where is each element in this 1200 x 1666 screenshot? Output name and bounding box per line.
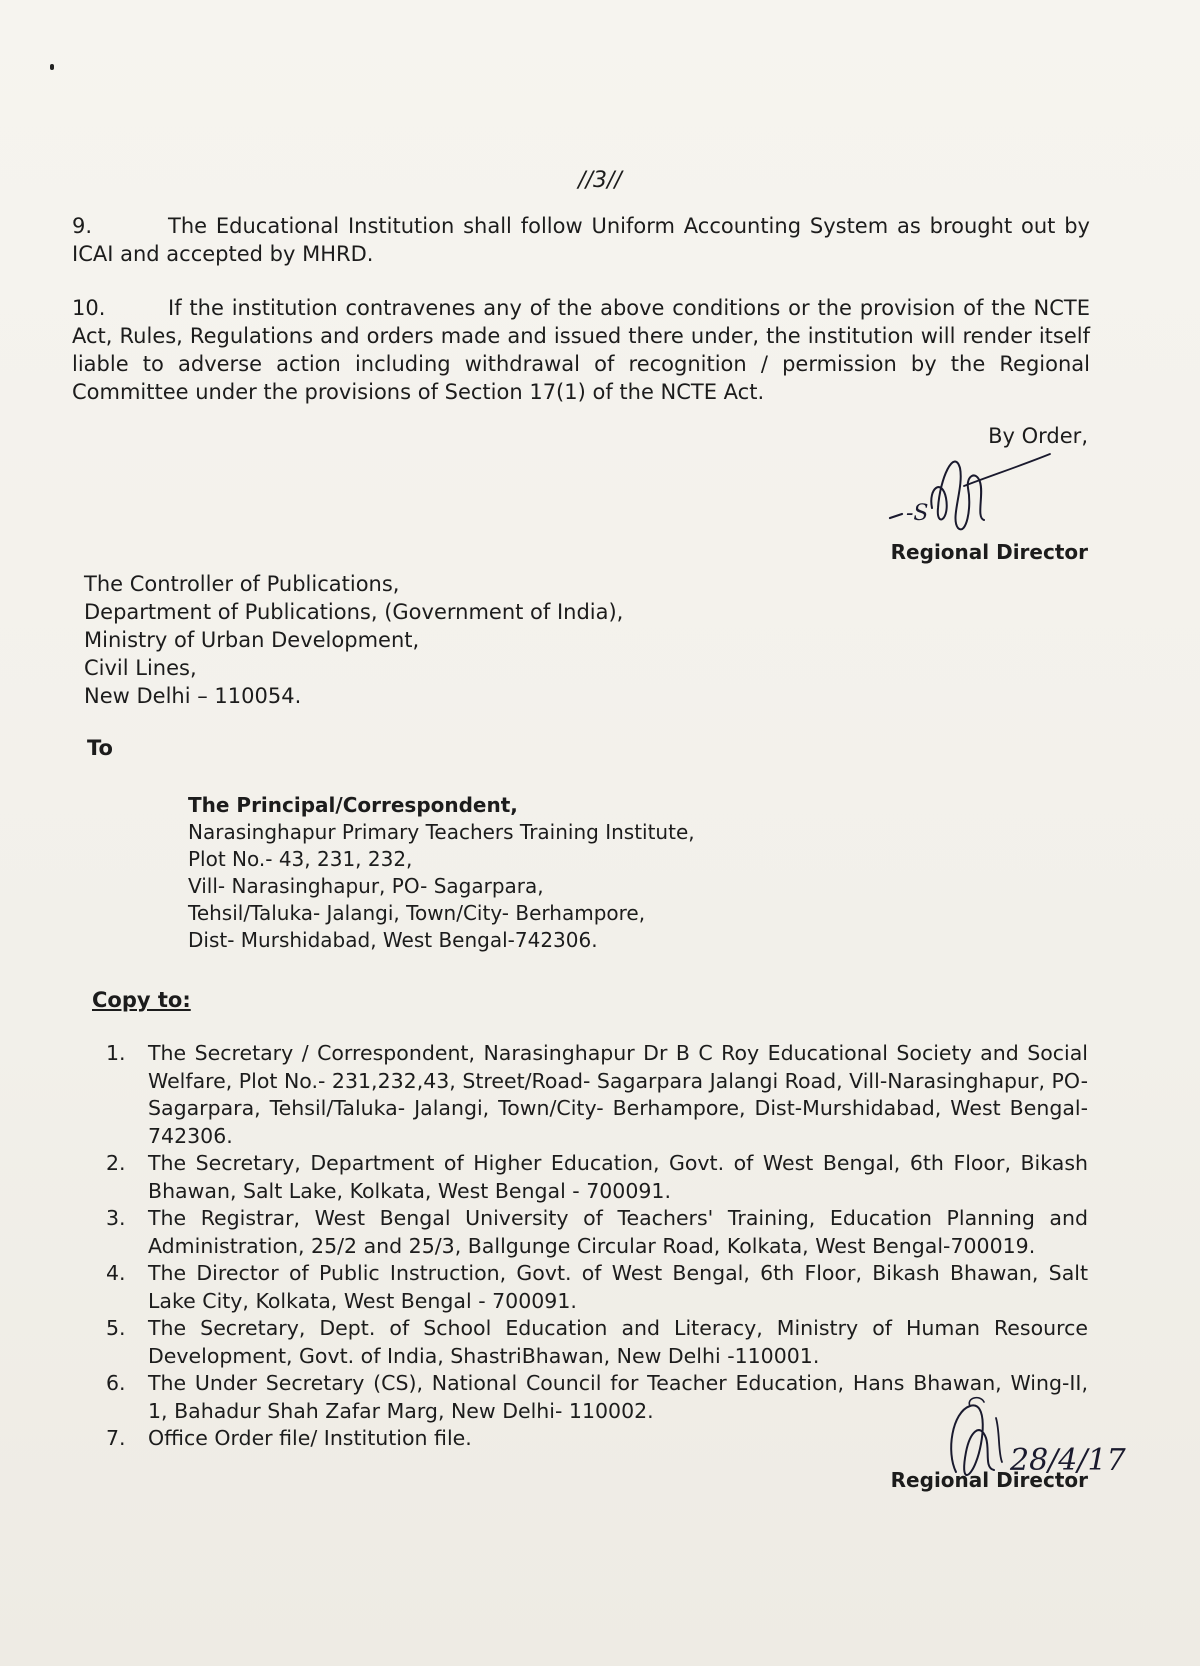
regional-director-title: Regional Director (890, 1468, 1088, 1492)
list-text: The Under Secretary (CS), National Council for Teacher Education, Hans Bhawan, Wing-II, 1, Bahadur Shah Zafar Marg, New Delhi- 110002. (148, 1371, 1088, 1423)
list-text: The Director of Public Instruction, Govt. of West Bengal, 6th Floor, Bikash Bhawan, Salt Lake City, Kolkata, West Bengal - 700091. (148, 1261, 1088, 1313)
paragraph-text: If the institution contravenes any of the above conditions or the provision of the NCTE Act, Rules, Regulations and orders made and issued there under, the institution will render itself liable to adverse action including withdrawal of recognition / permission by the Regional Committee under the provisions of Section 17(1) of the NCTE Act. (72, 296, 1090, 404)
recipient-heading: The Principal/Correspondent, (188, 793, 518, 817)
list-text: The Secretary, Dept. of School Education and Literacy, Ministry of Human Resource Development, Govt. of India, ShastriBhawan, New Delhi -110001. (148, 1316, 1088, 1368)
handwritten-signature-icon (880, 448, 1060, 548)
address-line: Civil Lines, (84, 656, 197, 680)
list-number: 2. (106, 1151, 126, 1175)
address-line: Narasinghapur Primary Teachers Training Institute, (188, 820, 695, 844)
address-line: Department of Publications, (Government of India), (84, 600, 624, 624)
list-number: 6. (106, 1371, 126, 1395)
list-number: 4. (106, 1261, 126, 1285)
regional-director-title: Regional Director (890, 540, 1088, 564)
address-line: Vill- Narasinghapur, PO- Sagarpara, (188, 874, 544, 898)
list-number: 7. (106, 1426, 126, 1450)
list-text: Office Order file/ Institution file. (148, 1426, 472, 1450)
list-item (106, 1040, 1088, 1150)
address-line: Dist- Murshidabad, West Bengal-742306. (188, 928, 598, 952)
copy-to-heading: Copy to: (92, 988, 191, 1012)
paragraph-10 (72, 294, 1090, 406)
page-marker: //3// (578, 168, 622, 193)
list-text: The Secretary / Correspondent, Narasinghapur Dr B C Roy Educational Society and Social Welfare, Plot No.- 231,232,43, Street/Road- Sagarpara Jalangi Road, Vill-Narasinghapur, PO- Sagarpara, Tehsil/Taluka- Jalangi, Town/City- Berhampore, Dist-Murshidabad, West Bengal- 742306. (148, 1041, 1088, 1148)
paragraph-number: 9. (72, 214, 93, 238)
list-text: The Secretary, Department of Higher Education, Govt. of West Bengal, 6th Floor, Bikash Bhawan, Salt Lake, Kolkata, West Bengal - 700091. (148, 1151, 1088, 1203)
address-line: New Delhi – 110054. (84, 684, 302, 708)
list-number: 1. (106, 1041, 126, 1065)
list-item (106, 1205, 1088, 1260)
paragraph-text: The Educational Institution shall follow Uniform Accounting System as brought out by ICAI and accepted by MHRD. (72, 214, 1090, 266)
list-item (106, 1315, 1088, 1370)
copy-to-list (106, 1040, 1088, 1453)
address-line: Plot No.- 43, 231, 232, (188, 847, 413, 871)
scan-speck (50, 64, 54, 70)
by-order-label: By Order, (988, 424, 1088, 448)
list-number: 3. (106, 1206, 126, 1230)
list-text: The Registrar, West Bengal University of Teachers' Training, Education Planning and Administration, 25/2 and 25/3, Ballgunge Circular Road, Kolkata, West Bengal-700019. (148, 1206, 1088, 1258)
paragraph-number: 10. (72, 296, 106, 320)
publication-address (84, 570, 623, 710)
address-line: The Controller of Publications, (84, 572, 400, 596)
to-label: To (87, 736, 113, 760)
paragraph-9 (72, 212, 1090, 268)
list-item (106, 1260, 1088, 1315)
signature-1 (880, 448, 1060, 548)
list-number: 5. (106, 1316, 126, 1340)
list-item (106, 1150, 1088, 1205)
signature-date: 28/4/17 (1010, 1443, 1126, 1478)
signature-initials: -S (906, 501, 929, 526)
address-line: Ministry of Urban Development, (84, 628, 420, 652)
address-line: Tehsil/Taluka- Jalangi, Town/City- Berhampore, (188, 901, 646, 925)
recipient-address (188, 792, 695, 954)
